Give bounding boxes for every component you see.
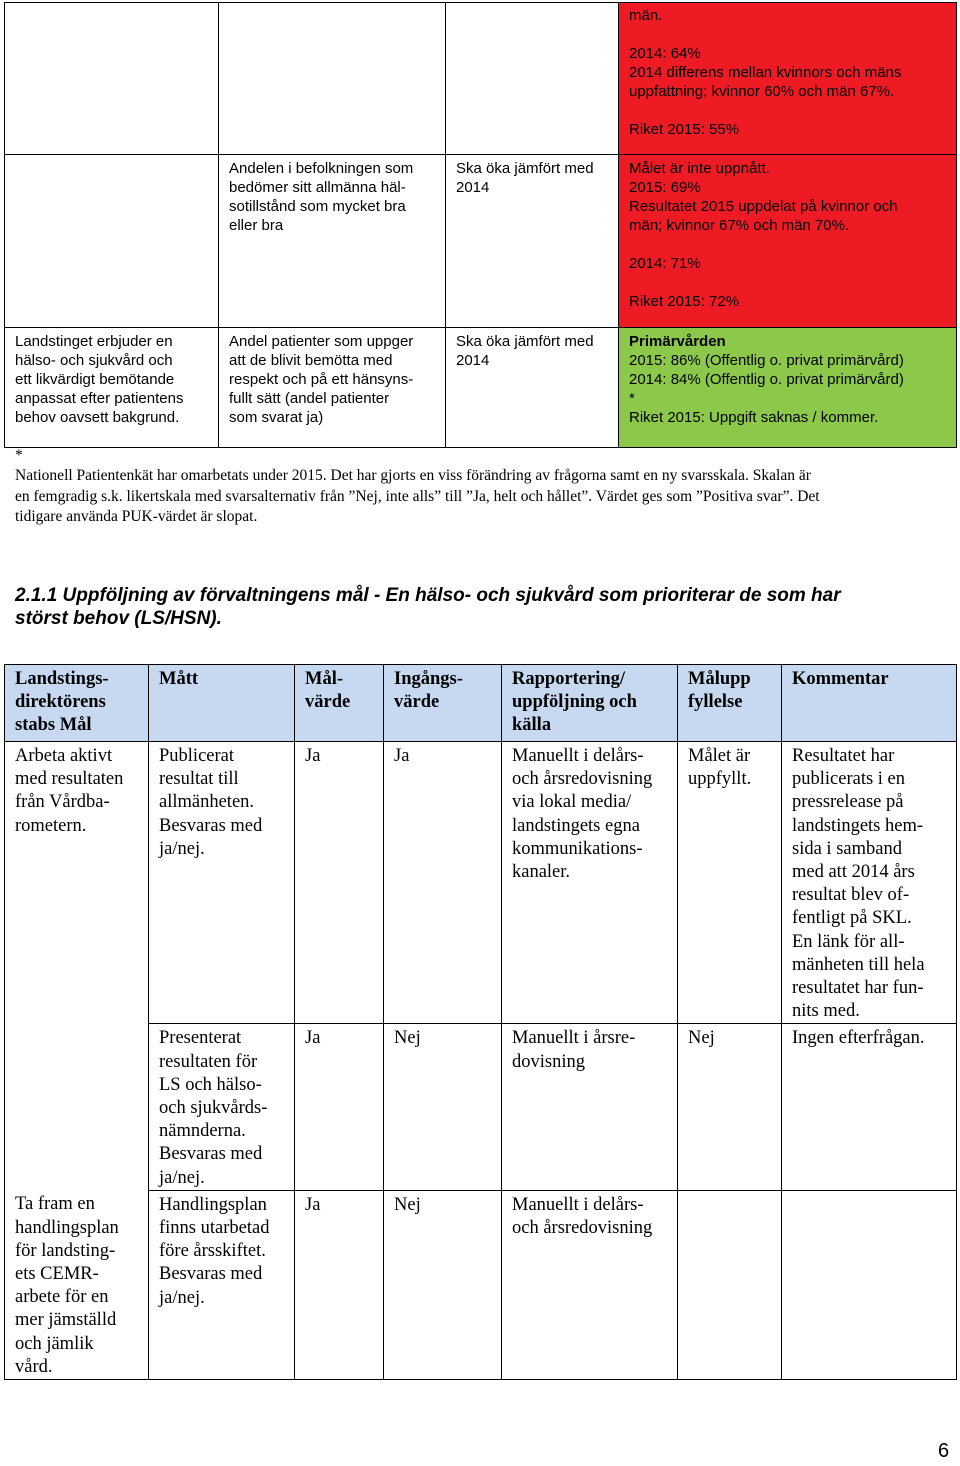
header-line: Mått <box>159 669 199 689</box>
comment-line: med att 2014 års <box>792 862 915 883</box>
reporting-line: och årsredovisning <box>512 769 653 790</box>
comment-line: resultatet har fun- <box>792 978 924 999</box>
measure-line: som svarat ja) <box>229 409 324 426</box>
measure-line: nämnderna. <box>159 1121 246 1142</box>
reporting-line: kanaler. <box>512 862 571 883</box>
target-line: Ja <box>305 1028 321 1049</box>
goal-line: för landsting- <box>15 1240 116 1261</box>
header-line: Landstings- <box>15 669 109 689</box>
goal-line: hälso- och sjukvård och <box>15 352 173 369</box>
reporting-line: dovisning <box>512 1051 585 1072</box>
baseline-cell <box>384 1190 502 1379</box>
measure-cell <box>219 328 446 448</box>
measure-line: fullt sätt (andel patienter <box>229 390 390 407</box>
measure-line: att de blivit bemötta med <box>229 352 393 369</box>
measure-line: respekt och på ett hänsyns- <box>229 371 414 388</box>
measure-line: Publicerat <box>159 746 235 766</box>
heading-line: störst behov (LS/HSN). <box>15 608 222 629</box>
result-line: 2014: 84% (Offentlig o. privat primärvård) <box>629 371 904 388</box>
result-line: Riket 2015: 55% <box>629 121 740 138</box>
measure-line: före årsskiftet. <box>159 1241 266 1262</box>
goal-line: ets CEMR- <box>15 1263 99 1284</box>
indicator-table <box>4 2 957 448</box>
result-line: Målet är inte uppnått. <box>629 160 770 177</box>
heading-line: 2.1.1 Uppföljning av förvaltningens mål - En hälso- och sjukvård som prioriterar de som har <box>15 585 841 606</box>
goal-cell <box>5 1190 149 1379</box>
result-line: män; kvinnor 67% och män 70%. <box>629 217 850 234</box>
goal-line: från Vårdba- <box>15 792 110 813</box>
measure-line: Handlingsplan <box>159 1194 267 1215</box>
goal-line: och jämlik <box>15 1333 94 1354</box>
header-line: Ingångs- <box>394 669 463 689</box>
comment-cell <box>782 742 957 1024</box>
target-line: 2014 <box>456 179 490 196</box>
target-cell <box>446 155 619 328</box>
fulfilment-cell <box>678 742 782 1024</box>
measure-line: Besvaras med <box>159 815 263 836</box>
header-line: uppföljning och <box>512 692 637 713</box>
header-cell-baseline <box>384 665 502 742</box>
measure-line: Andel patienter som uppger <box>229 333 414 350</box>
measure-line: resultaten för <box>159 1051 258 1072</box>
target-line: Ja <box>305 1194 321 1215</box>
table-row <box>5 3 957 155</box>
goal-line: anpassat efter patientens <box>15 390 184 407</box>
reporting-cell <box>502 1024 678 1190</box>
measure-line: ja/nej. <box>159 838 205 859</box>
comment-line: publicerats i en <box>792 769 906 790</box>
section-heading <box>15 584 950 630</box>
page-number: 6 <box>938 1440 950 1462</box>
header-line: Målupp <box>688 669 751 689</box>
footnote-marker: * <box>15 447 23 464</box>
header-line: värde <box>394 692 440 713</box>
comment-line: fentligt på SKL. <box>792 908 912 929</box>
reporting-line: och årsredovisning <box>512 1218 653 1239</box>
table-header-row <box>5 665 957 742</box>
table-row <box>5 1024 957 1190</box>
measure-line: finns utarbetad <box>159 1218 270 1239</box>
measure-cell <box>219 155 446 328</box>
header-line: Mål- <box>305 669 344 689</box>
goal-line: rometern. <box>15 815 87 836</box>
reporting-line: kommunikations- <box>512 838 643 859</box>
result-line: män. <box>629 7 663 24</box>
baseline-cell <box>384 742 502 1024</box>
header-cell-reporting <box>502 665 678 742</box>
target-cell <box>295 1024 384 1190</box>
header-line: Kommentar <box>792 669 889 689</box>
measure-line: allmänheten. <box>159 792 255 813</box>
comment-line: Resultatet har <box>792 746 895 766</box>
result-line: Riket 2015: 72% <box>629 293 740 310</box>
measure-line: bedömer sitt allmänna häl- <box>229 179 406 196</box>
measure-line: Presenterat <box>159 1028 242 1049</box>
baseline-cell <box>384 1024 502 1190</box>
fulfilment-cell <box>678 1190 782 1379</box>
measure-cell <box>149 742 295 1024</box>
baseline-line: Ja <box>394 746 410 766</box>
comment-line: En länk för all- <box>792 931 905 952</box>
goal-cell <box>5 155 219 328</box>
goal-line: Ta fram en <box>15 1194 95 1215</box>
header-cell-goal <box>5 665 149 742</box>
comment-line: nits med. <box>792 1001 860 1022</box>
result-line: Primärvården <box>629 333 726 350</box>
measure-line: och sjukvårds- <box>159 1098 268 1119</box>
header-line: stabs Mål <box>15 715 92 736</box>
baseline-line: Nej <box>394 1028 421 1049</box>
comment-line: mänheten till hela <box>792 954 925 975</box>
fulfilment-line: uppfyllt. <box>688 769 752 790</box>
fulfilment-line: Nej <box>688 1028 715 1049</box>
measure-cell <box>149 1024 295 1190</box>
comment-line: pressrelease på <box>792 792 904 813</box>
table-row <box>5 1190 957 1379</box>
measure-line: sotillstånd som mycket bra <box>229 198 406 215</box>
result-line: 2014: 64% <box>629 45 701 62</box>
goal-line: handlingsplan <box>15 1217 119 1238</box>
table-row <box>5 155 957 328</box>
target-line: 2014 <box>456 352 490 369</box>
goal-line: ett likvärdigt bemötande <box>15 371 175 388</box>
comment-line: sida i samband <box>792 838 902 859</box>
result-line: 2014 differens mellan kvinnors och mäns <box>629 64 902 81</box>
baseline-line: Nej <box>394 1194 421 1215</box>
goal-line: Arbeta aktivt <box>15 746 113 766</box>
footnote-line: Nationell Patientenkät har omarbetats under 2015. Det har gjorts en viss förändring av frågorna samt en ny svarsskala. Skalan är <box>15 467 811 484</box>
result-cell <box>619 3 957 155</box>
goal-cell <box>5 3 219 155</box>
reporting-line: Manuellt i årsre- <box>512 1028 636 1049</box>
result-cell <box>619 328 957 448</box>
header-line: direktörens <box>15 692 106 713</box>
goal-line: behov oavsett bakgrund. <box>15 409 180 426</box>
header-line: Rapportering/ <box>512 669 626 689</box>
comment-line: resultat blev of- <box>792 885 910 906</box>
target-cell <box>295 742 384 1024</box>
table-row <box>5 328 957 448</box>
result-line: uppfattning; kvinnor 60% och män 67%. <box>629 83 895 100</box>
result-line: 2015: 69% <box>629 179 701 196</box>
fulfilment-cell <box>678 1024 782 1190</box>
goal-line: mer jämställd <box>15 1310 117 1331</box>
goal-line: arbete för en <box>15 1287 109 1308</box>
reporting-line: landstingets egna <box>512 815 640 836</box>
result-line: Resultatet 2015 uppdelat på kvinnor och <box>629 198 898 215</box>
measure-line: Besvaras med <box>159 1264 263 1285</box>
target-line: Ja <box>305 746 321 766</box>
header-cell-fulfilment <box>678 665 782 742</box>
reporting-line: via lokal media/ <box>512 792 632 813</box>
goal-cell <box>5 1024 149 1190</box>
fulfilment-line: Målet är <box>688 746 751 766</box>
measure-line: eller bra <box>229 217 284 234</box>
goal-line: med resultaten <box>15 769 124 790</box>
measure-line: Andelen i befolkningen som <box>229 160 414 177</box>
table-row <box>5 742 957 1024</box>
reporting-line: Manuellt i delårs- <box>512 746 644 766</box>
comment-cell <box>782 1024 957 1190</box>
header-cell-target <box>295 665 384 742</box>
measure-line: Besvaras med <box>159 1144 263 1165</box>
measure-line: ja/nej. <box>159 1287 205 1308</box>
result-line: * <box>629 390 635 407</box>
result-cell <box>619 155 957 328</box>
measure-line: ja/nej. <box>159 1167 205 1188</box>
header-line: fyllelse <box>688 692 743 713</box>
footnote-line: tidigare använda PUK-värdet är slopat. <box>15 508 258 525</box>
header-cell-measure <box>149 665 295 742</box>
header-cell-comment <box>782 665 957 742</box>
measure-line: LS och hälso- <box>159 1074 262 1095</box>
measure-line: resultat till <box>159 769 239 790</box>
footnote <box>15 446 950 528</box>
reporting-line: Manuellt i delårs- <box>512 1194 644 1215</box>
target-cell <box>446 328 619 448</box>
comment-line: Ingen efterfrågan. <box>792 1028 925 1049</box>
footnote-line: en femgradig s.k. likertskala med svarsalternativ från ”Nej, inte alls” till ”Ja, helt och hållet”. Värdet ges som ”Positiva svar”. Det <box>15 487 820 505</box>
target-cell <box>446 3 619 155</box>
comment-cell <box>782 1190 957 1379</box>
header-line: värde <box>305 692 351 713</box>
goal-cell <box>5 742 149 1024</box>
target-line: Ska öka jämfört med <box>456 160 594 177</box>
result-line: 2015: 86% (Offentlig o. privat primärvård) <box>629 352 904 369</box>
result-line: Riket 2015: Uppgift saknas / kommer. <box>629 409 879 426</box>
result-line: 2014: 71% <box>629 255 701 272</box>
comment-line: landstingets hem- <box>792 815 924 836</box>
reporting-cell <box>502 742 678 1024</box>
target-cell <box>295 1190 384 1379</box>
goal-cell <box>5 328 219 448</box>
measure-cell <box>149 1190 295 1379</box>
goal-line: Landstinget erbjuder en <box>15 333 173 350</box>
reporting-cell <box>502 1190 678 1379</box>
goal-line: vård. <box>15 1356 53 1377</box>
target-line: Ska öka jämfört med <box>456 333 594 350</box>
measure-cell <box>219 3 446 155</box>
followup-table <box>4 664 957 1380</box>
header-line: källa <box>512 715 552 736</box>
